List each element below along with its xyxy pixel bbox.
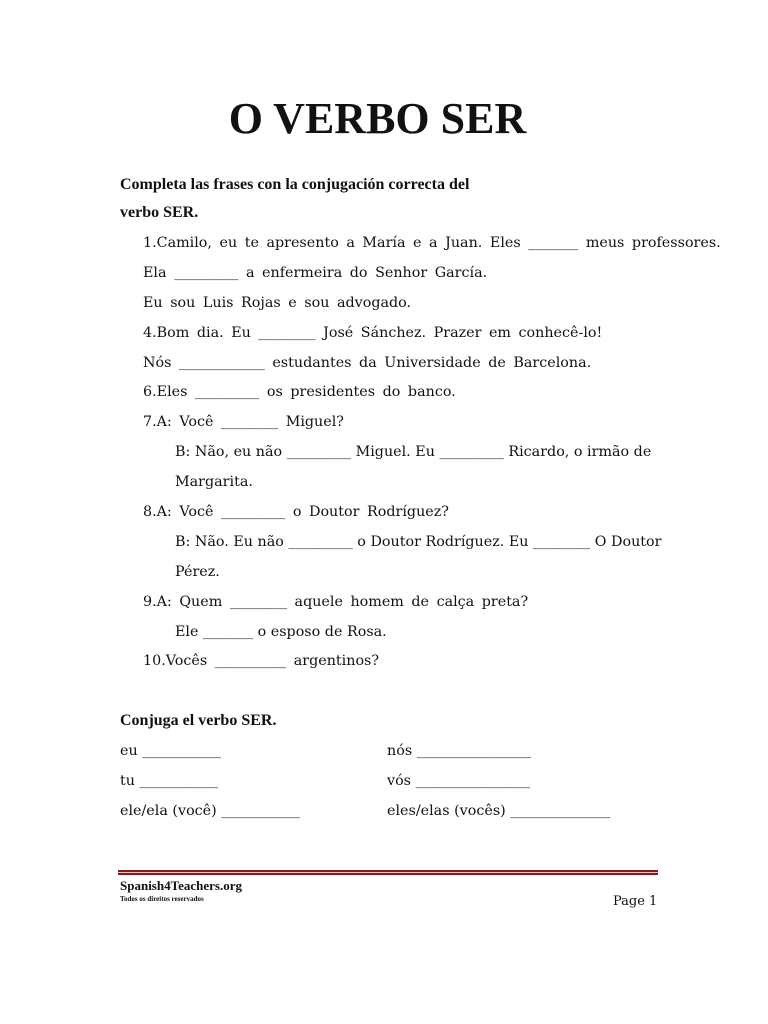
footer-rights: Todos os direitos reservados: [120, 895, 204, 903]
conjugation-tu: tu ___________: [120, 773, 219, 789]
conjugation-eles-elas: eles/elas (vocês) ______________: [387, 803, 611, 819]
conjugation-eu: eu ___________: [120, 743, 221, 759]
exercise-line: 4.Bom dia. Eu ________ José Sánchez. Prazer em conhecê-lo!: [143, 325, 603, 341]
exercise-line: B: Não, eu não _________ Miguel. Eu _________ Ricardo, o irmão de: [175, 444, 652, 460]
instructions-line-2: verbo SER.: [120, 204, 199, 221]
exercise-line: B: Não. Eu não _________ o Doutor Rodríguez. Eu ________ O Doutor: [175, 534, 662, 550]
conjugation-ele-ela: ele/ela (você) ___________: [120, 803, 300, 819]
exercise-line: Ele _______ o esposo de Rosa.: [175, 624, 387, 640]
exercise-line: Nós ____________ estudantes da Universidade de Barcelona.: [143, 355, 592, 371]
exercise-line: 1.Camilo, eu te apresento a María e a Juan. Eles _______ meus professores.: [143, 235, 721, 251]
page-number: Page 1: [613, 894, 658, 909]
footer-divider: [118, 870, 658, 875]
exercise-line: Ela _________ a enfermeira do Senhor García.: [143, 265, 488, 281]
exercise-line: 10.Vocês __________ argentinos?: [143, 653, 380, 669]
exercise-line: 8.A: Você _________ o Doutor Rodríguez?: [143, 504, 449, 520]
exercise-line: Pérez.: [175, 564, 220, 580]
exercise-line: 6.Eles _________ os presidentes do banco.: [143, 384, 456, 400]
conjugation-instructions: Conjuga el verbo SER.: [120, 712, 277, 729]
exercise-line: Eu sou Luis Rojas e sou advogado.: [143, 295, 412, 311]
page-title: O VERBO SER: [228, 94, 527, 143]
conjugation-vos: vós ________________: [387, 773, 530, 789]
footer-site: Spanish4Teachers.org: [120, 878, 242, 893]
conjugation-nos: nós ________________: [387, 743, 532, 759]
instructions-line-1: Completa las frases con la conjugación correcta del: [120, 176, 470, 193]
exercise-line: 7.A: Você ________ Miguel?: [143, 414, 344, 430]
exercise-line: 9.A: Quem ________ aquele homem de calça preta?: [143, 594, 529, 610]
exercise-line: Margarita.: [175, 474, 253, 490]
